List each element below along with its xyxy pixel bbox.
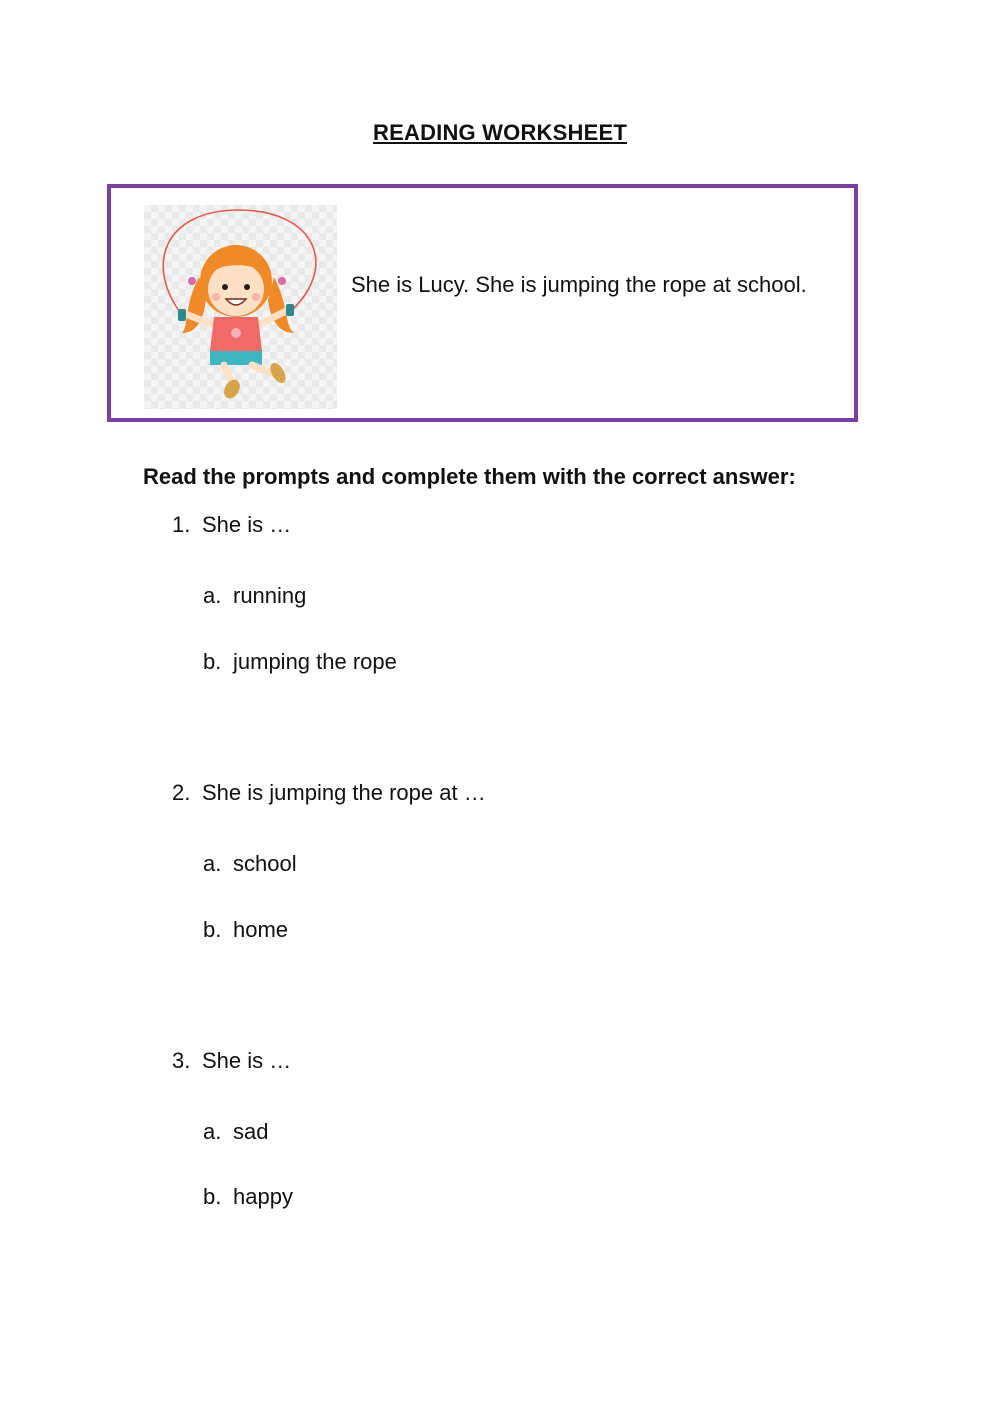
question-prompt: She is … [202,1048,292,1073]
story-box [107,184,858,422]
question-number: 2. [172,780,191,805]
question-1 [172,512,291,538]
option-letter: a. [203,851,222,876]
question-number: 3. [172,1048,191,1073]
option-text: running [233,583,307,608]
question-3-option-b[interactable] [203,1184,293,1210]
option-letter: a. [203,583,222,608]
question-2-option-a[interactable] [203,851,297,877]
girl-jumping-rope-icon [144,205,337,409]
question-1-option-b[interactable] [203,649,397,675]
question-2-option-b[interactable] [203,917,288,943]
question-3 [172,1048,291,1074]
instructions: Read the prompts and complete them with the correct answer: [143,464,796,489]
option-text: school [233,851,297,876]
option-letter: b. [203,1184,222,1209]
question-prompt: She is … [202,512,292,537]
question-3-option-a[interactable] [203,1119,268,1145]
page-title: READING WORKSHEET [373,120,627,145]
option-letter: a. [203,1119,222,1144]
option-text: jumping the rope [233,649,397,674]
option-letter: b. [203,917,222,942]
question-number: 1. [172,512,191,537]
question-1-option-a[interactable] [203,583,306,609]
question-prompt: She is jumping the rope at … [202,780,486,805]
option-text: home [233,917,289,942]
option-text: happy [233,1184,293,1209]
story-text: She is Lucy. She is jumping the rope at school. [351,272,807,297]
option-letter: b. [203,649,222,674]
option-text: sad [233,1119,269,1144]
question-2 [172,780,486,806]
